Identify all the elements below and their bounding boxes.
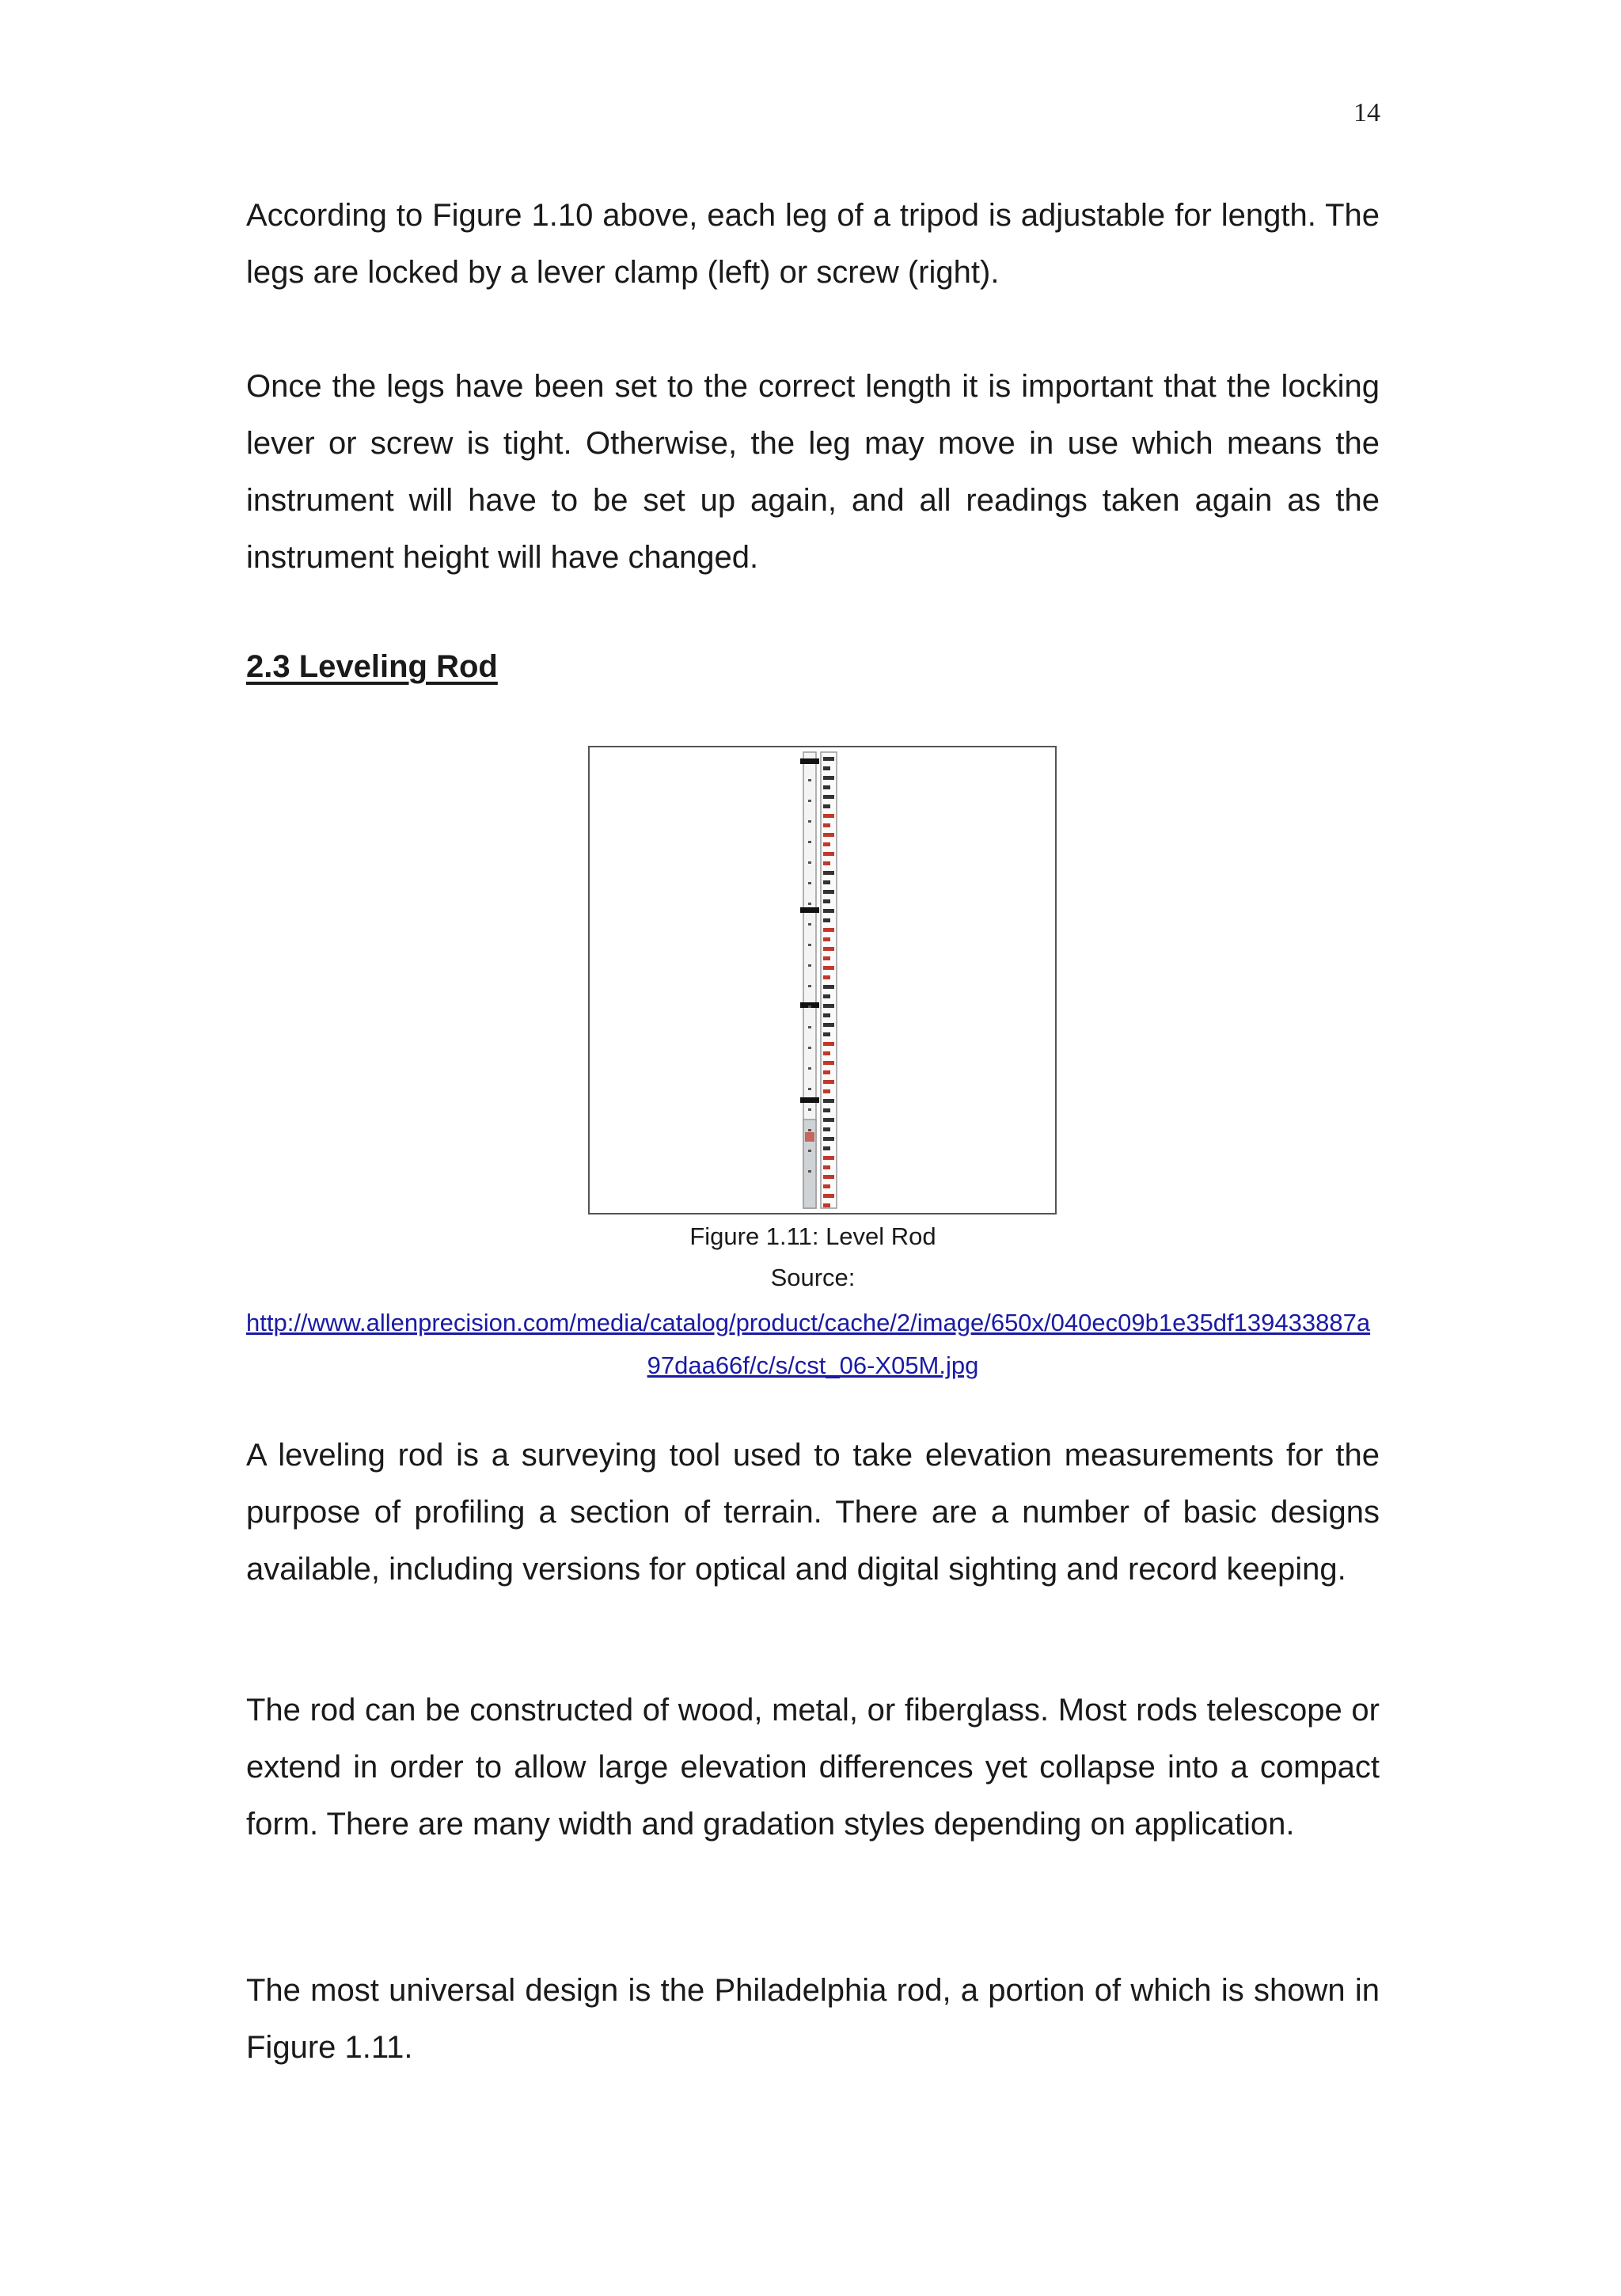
rod-graduation-mark <box>823 1070 830 1074</box>
rod-graduation-mark <box>823 899 830 903</box>
rod-graduation-mark <box>823 947 834 951</box>
rod-left-tick <box>808 1108 811 1111</box>
rod-graduation-mark <box>823 1032 830 1036</box>
rod-graduation-mark <box>823 880 830 884</box>
rod-left-tick <box>808 964 811 967</box>
rod-graduation-mark <box>823 1023 834 1027</box>
rod-left-tick <box>808 861 811 864</box>
rod-graduation-mark <box>823 757 834 761</box>
rod-graduation-mark <box>823 1051 830 1055</box>
level-rod-image <box>590 747 1055 1213</box>
page-number: 14 <box>1353 98 1380 127</box>
rod-graduation-mark <box>823 804 830 808</box>
figure-source-link[interactable] <box>246 1302 1380 1387</box>
paragraph-tripod-legs: According to Figure 1.10 above, each leg of a tripod is adjustable for length. The legs are locked by a lever clamp (left) or screw (right). <box>246 198 1380 290</box>
rod-graduation-mark <box>823 928 834 932</box>
rod-graduation-mark <box>823 1165 830 1169</box>
rod-graduation-mark <box>823 956 830 960</box>
rod-graduation-mark <box>823 975 830 979</box>
rod-left-tick <box>808 903 811 905</box>
rod-left-tick <box>808 841 811 843</box>
rod-graduation-mark <box>823 890 834 894</box>
rod-graduation-mark <box>823 1042 834 1046</box>
rod-graduation-mark <box>823 1080 834 1084</box>
rod-left-tick <box>808 882 811 884</box>
section-heading: 2.3 Leveling Rod <box>246 649 498 684</box>
rod-graduation-mark <box>823 909 834 913</box>
rod-left-tick <box>808 1067 811 1070</box>
rod-left-tick <box>808 1026 811 1028</box>
paragraph-philadelphia-rod: The most universal design is the Philadelphia rod, a portion of which is shown in Figure 1.11. <box>246 1973 1380 2065</box>
rod-graduation-mark <box>823 1108 830 1112</box>
rod-graduation-mark <box>823 1013 830 1017</box>
figure-source-label: Source: <box>770 1264 856 1291</box>
rod-graduation-mark <box>823 842 830 846</box>
rod-joint-2 <box>800 907 819 913</box>
rod-graduation-mark <box>823 937 830 941</box>
rod-graduation-mark <box>823 1175 834 1179</box>
rod-graduation-mark <box>823 1118 834 1122</box>
rod-graduation-mark <box>823 1127 830 1131</box>
rod-graduation-mark <box>823 1194 834 1198</box>
source-link-line-2[interactable]: 97daa66f/c/s/cst_06-X05M.jpg <box>647 1351 979 1379</box>
rod-graduation-mark <box>823 1089 830 1093</box>
rod-graduation-mark <box>823 814 834 818</box>
level-rod-figure <box>588 746 1057 1215</box>
rod-graduation-mark <box>823 1137 834 1141</box>
rod-left-tick <box>808 1088 811 1090</box>
rod-left-tick <box>808 800 811 802</box>
rod-graduation-mark <box>823 871 834 875</box>
rod-graduation-mark <box>823 966 834 970</box>
rod-graduation-mark <box>823 918 830 922</box>
rod-left-tick <box>808 779 811 781</box>
rod-graduation-mark <box>823 833 834 837</box>
paragraph-locking-lever: Once the legs have been set to the correct length it is important that the locking lever or screw is tight. Otherwise, the leg may move in use which means the instrument will have to be set up again, and all readings taken again as the instrument height will have changed. <box>246 369 1380 575</box>
rod-left-tick <box>808 1150 811 1152</box>
rod-graduation-mark <box>823 1099 834 1103</box>
rod-left-tick <box>808 820 811 823</box>
rod-graduation-mark <box>823 1184 830 1188</box>
rod-graduation-mark <box>823 785 830 789</box>
rod-graduation-mark <box>823 1156 834 1160</box>
figure-caption: Figure 1.11: Level Rod <box>689 1222 936 1250</box>
rod-graduation-mark <box>823 776 834 780</box>
rod-graduation-mark <box>823 1146 830 1150</box>
rod-left-tick <box>808 1005 811 1008</box>
rod-left-tick <box>808 1129 811 1131</box>
source-link-line-1[interactable]: http://www.allenprecision.com/media/catalog/product/cache/2/image/650x/040ec09b1e35df139433887a <box>246 1309 1371 1336</box>
rod-left-tick <box>808 944 811 946</box>
rod-red-label <box>805 1132 814 1142</box>
rod-graduation-mark <box>823 1004 834 1008</box>
rod-graduation-mark <box>823 985 834 989</box>
paragraph-rod-construction: The rod can be constructed of wood, metal, or fiberglass. Most rods telescope or extend in order to allow large elevation differences yet collapse into a compact form. There are many width and gradation styles depending on application. <box>246 1693 1380 1842</box>
paragraph-leveling-rod-definition: A leveling rod is a surveying tool used to take elevation measurements for the purpose of profiling a section of terrain. There are a number of basic designs available, including versions for optical and digital sighting and record keeping. <box>246 1438 1380 1587</box>
rod-left-tick <box>808 1047 811 1049</box>
rod-joint-1 <box>800 758 819 764</box>
rod-graduation-mark <box>823 795 834 799</box>
rod-graduation-mark <box>823 766 830 770</box>
rod-joint-4 <box>800 1097 819 1103</box>
rod-graduation-mark <box>823 994 830 998</box>
rod-graduation-mark <box>823 861 830 865</box>
rod-graduation-mark <box>823 823 830 827</box>
rod-graduation-mark <box>823 852 834 856</box>
rod-left-tick <box>808 923 811 926</box>
rod-graduation-mark <box>823 1203 830 1207</box>
rod-graduation-mark <box>823 1061 834 1065</box>
rod-left-tick <box>808 985 811 987</box>
rod-left-tick <box>808 1170 811 1173</box>
